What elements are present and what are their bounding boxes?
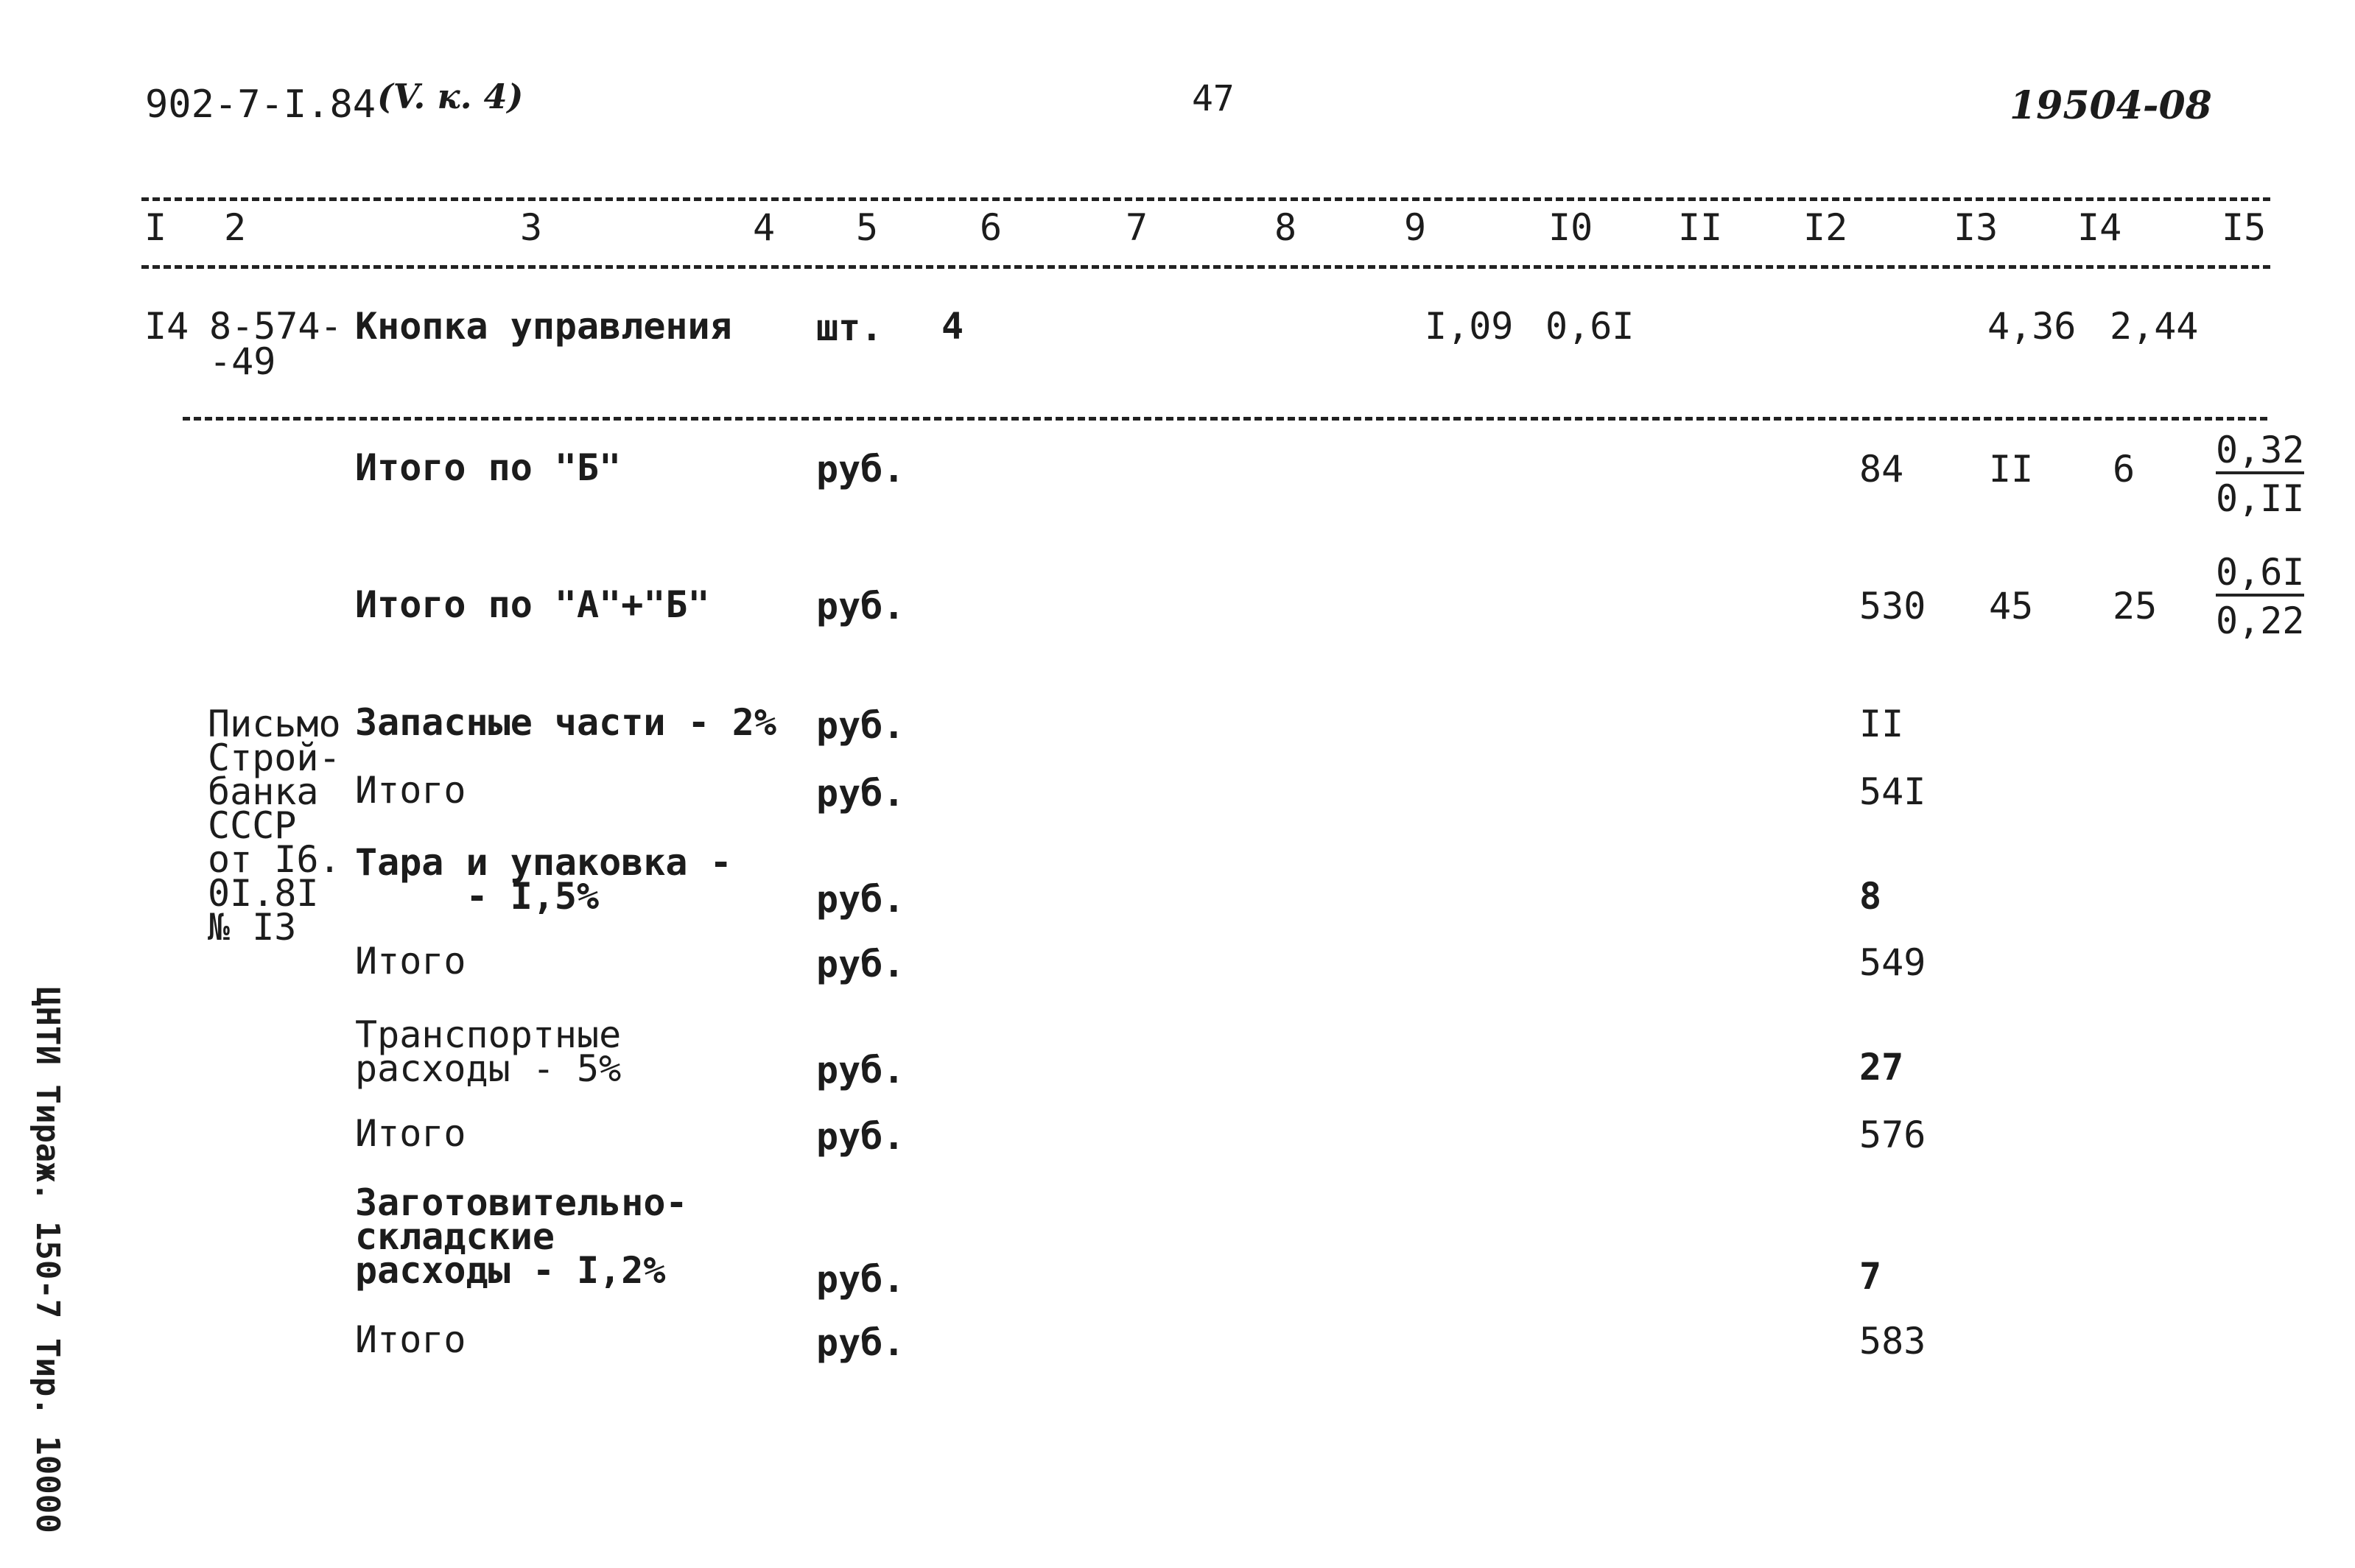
total-ab-col12: 530 [1859, 585, 1926, 627]
column-number: I4 [2077, 206, 2122, 249]
total-ab-col14: 25 [2113, 585, 2158, 627]
total-b-unit: руб. [816, 448, 905, 491]
charge-value: 576 [1859, 1114, 1926, 1156]
item-unit-cost: I,09 [1425, 305, 1514, 348]
column-number: 2 [224, 206, 247, 249]
charge-value: II [1859, 703, 1904, 745]
header-top-rule [141, 197, 2270, 201]
total-b-col15-bottom: 0,II [2216, 477, 2305, 520]
charge-label: Тара и упаковка - - I,5% [355, 841, 732, 918]
total-ab-col15-top: 0,6I [2216, 554, 2304, 597]
total-b-col15-top: 0,32 [2216, 432, 2304, 474]
total-ab-col13: 45 [1989, 585, 2034, 627]
item-name: Кнопка управления [355, 305, 732, 348]
charge-label: Итого [355, 1318, 466, 1361]
total-ab-label: Итого по "А"+"Б" [355, 583, 710, 626]
charge-value: 583 [1859, 1320, 1926, 1363]
charge-value: 8 [1859, 875, 1882, 918]
section-rule [183, 417, 2267, 421]
charge-unit: руб. [816, 878, 905, 921]
total-ab-unit: руб. [816, 585, 905, 627]
column-number: I [144, 206, 167, 249]
item-quantity: 4 [941, 305, 964, 348]
column-number: II [1678, 206, 1723, 249]
column-number: 4 [753, 206, 776, 249]
document-handwritten-note: (V. к. 4) [377, 77, 524, 116]
charge-label: Запасные части - 2% [355, 701, 776, 744]
charge-value: 27 [1859, 1046, 1904, 1089]
charge-value: 54I [1859, 770, 1926, 813]
total-b-col14: 6 [2113, 448, 2135, 491]
charge-label: Итого [355, 940, 466, 982]
column-number: I5 [2222, 206, 2267, 249]
column-number: 7 [1126, 206, 1148, 249]
page-number: 47 [1192, 78, 1235, 119]
charge-label: Транспортные расходы - 5% [355, 1013, 622, 1090]
column-number: 9 [1404, 206, 1427, 249]
column-number: I2 [1803, 206, 1848, 249]
item-unit: шт. [816, 306, 883, 349]
item-number: I4 [144, 305, 189, 348]
column-number: 6 [980, 206, 1003, 249]
total-b-col13: II [1989, 448, 2034, 491]
total-b-col12: 84 [1859, 448, 1904, 491]
item-code-line2: -49 [209, 340, 276, 383]
item-code-line1: 8-574- [209, 305, 343, 348]
total-b-label: Итого по "Б" [355, 446, 622, 489]
basis-note: Письмо Строй- банка СССР от I6. 0I.8I № I3 [208, 703, 341, 949]
column-number: 3 [520, 206, 543, 249]
charge-unit: руб. [816, 1049, 905, 1091]
item-total-cost: 4,36 [1987, 305, 2077, 348]
charge-unit: руб. [816, 1115, 905, 1158]
charge-unit: руб. [816, 1321, 905, 1364]
charge-value: 7 [1859, 1255, 1882, 1298]
charge-label: Заготовительно- складские расходы - I,2% [355, 1181, 688, 1292]
header-bottom-rule [141, 265, 2270, 269]
charge-unit: руб. [816, 1258, 905, 1301]
charge-label: Итого [355, 1112, 466, 1155]
sheet-code: 19504-08 [2010, 83, 2212, 128]
charge-label: Итого [355, 769, 466, 812]
document-code: 902-7-I.84 [145, 82, 376, 127]
charge-unit: руб. [816, 943, 905, 985]
charge-unit: руб. [816, 704, 905, 747]
item-unit-wage: 0,6I [1545, 305, 1635, 348]
column-number: 5 [856, 206, 879, 249]
charge-value: 549 [1859, 941, 1926, 984]
item-total-wage: 2,44 [2110, 305, 2199, 348]
column-number: I0 [1548, 206, 1593, 249]
print-run-stamp: ЦНТИ Тираж. 150-7 Тир. 10000 [29, 987, 66, 1533]
total-ab-col15-bottom: 0,22 [2216, 600, 2305, 642]
column-number: I3 [1954, 206, 1998, 249]
charge-unit: руб. [816, 772, 905, 815]
column-number: 8 [1274, 206, 1297, 249]
